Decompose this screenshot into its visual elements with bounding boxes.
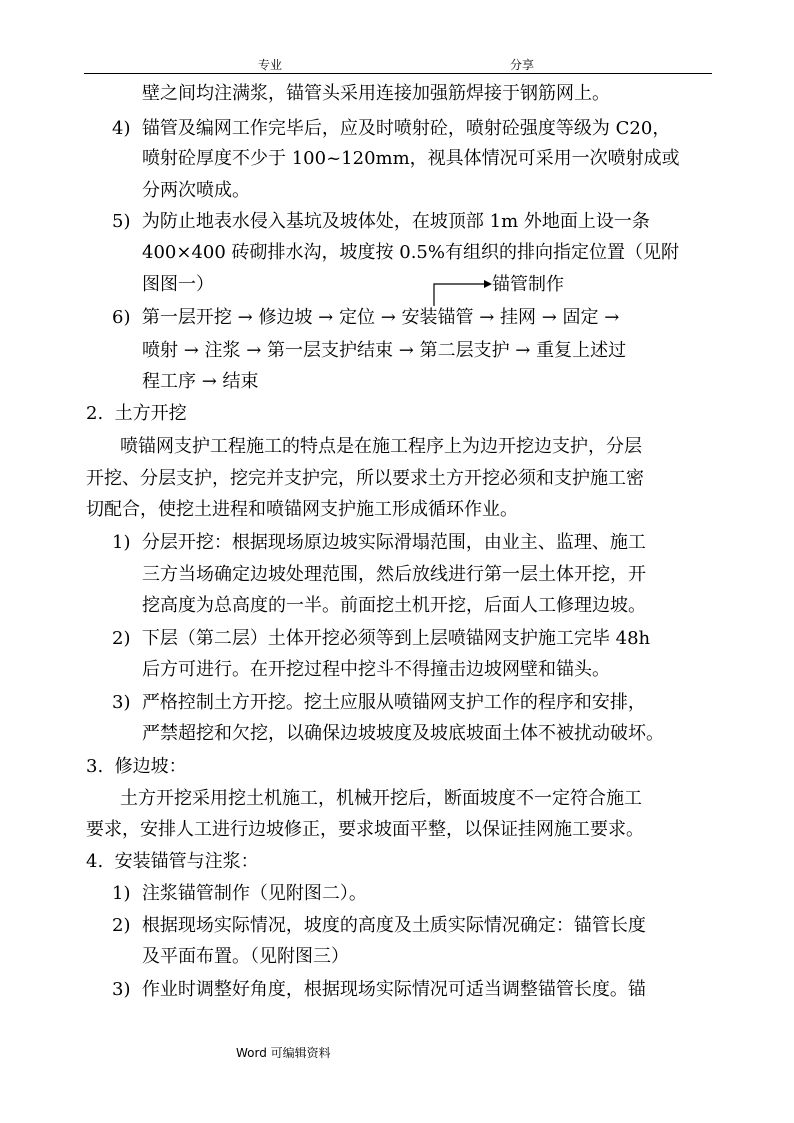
text-line: 土方开挖采用挖土机施工，机械开挖后，断面坡度不一定符合施工 (120, 788, 642, 809)
text-line: 程工序 → 结束 (142, 371, 259, 392)
text-line: 三方当场确定边坡处理范围，然后放线进行第一层土体开挖，开 (142, 564, 646, 585)
text-line: 3) 作业时调整好角度，根据现场实际情况可适当调整锚管长度。锚 (112, 979, 646, 1000)
text-line: 5) 为防止地表水侵入基坑及坡体处，在坡顶部 1m 外地面上设一条 (112, 211, 650, 232)
section-heading: 2. 土方开挖 (86, 403, 187, 424)
text-line: 1) 分层开挖：根据现场原边坡实际滑塌范围，由业主、监理、施工 (112, 532, 646, 553)
text-line: 喷射砼厚度不少于 100~120mm，视具体情况可采用一次喷射成或 (142, 148, 680, 169)
text-line: 开挖、分层支护，挖完并支护完，所以要求土方开挖必须和支护施工密 (86, 468, 644, 489)
text-line: 切配合，使挖土进程和喷锚网支护施工形成循环作业。 (86, 499, 518, 520)
text-line: 壁之间均注满浆，锚管头采用连接加强筋焊接于钢筋网上。 (142, 83, 610, 104)
text-line: 挖高度为总高度的一半。前面挖土机开挖，后面人工修理边坡。 (142, 595, 646, 616)
text-line: 1) 注浆锚管制作（见附图二）。 (112, 883, 367, 904)
header-left: 专业 (258, 58, 283, 72)
text-line: 分两次喷成。 (142, 180, 250, 201)
text-line: 后方可进行。在开挖过程中挖斗不得撞击边坡网壁和锚头。 (142, 659, 610, 680)
text-line: 要求，安排人工进行边坡修正，要求坡面平整，以保证挂网施工要求。 (86, 819, 644, 840)
text-line: 及平面布置。（见附图三） (142, 946, 349, 967)
text-line: 6) 第一层开挖 → 修边坡 → 定位 → 安装锚管 → 挂网 → 固定 → (112, 307, 620, 328)
text-line: 2) 下层（第二层）土体开挖必须等到上层喷锚网支护施工完毕 48h (112, 628, 651, 649)
header-right: 分享 (510, 58, 535, 72)
text-line: 4) 锚管及编网工作完毕后，应及时喷射砼，喷射砼强度等级为 C20， (112, 118, 671, 139)
text-line: 2) 根据现场实际情况，坡度的高度及土质实际情况确定：锚管长度 (112, 915, 646, 936)
text-line: 严禁超挖和欠挖，以确保边坡坡度及坡底坡面土体不被扰动破坏。 (142, 723, 664, 744)
text-line: 图图一） (142, 274, 214, 295)
header-rule (84, 73, 712, 74)
text-line: 400×400 砖砌排水沟，坡度按 0.5%有组织的排向指定位置（见附 (142, 242, 679, 263)
section-heading: 3. 修边坡： (86, 756, 187, 777)
text-line: 3) 严格控制土方开挖。挖土应服从喷锚网支护工作的程序和安排， (112, 692, 646, 713)
text-line: 喷锚网支护工程施工的特点是在施工程序上为边开挖边支护，分层 (120, 436, 642, 457)
section-heading: 4. 安装锚管与注浆： (86, 851, 259, 872)
flow-branch-label: 锚管制作 (492, 274, 564, 295)
footer: Word 可编辑资料 (236, 1046, 331, 1060)
text-line: 喷射 → 注浆 → 第一层支护结束 → 第二层支护 → 重复上述过 (142, 340, 627, 361)
flow-branch-arrow (432, 276, 494, 306)
